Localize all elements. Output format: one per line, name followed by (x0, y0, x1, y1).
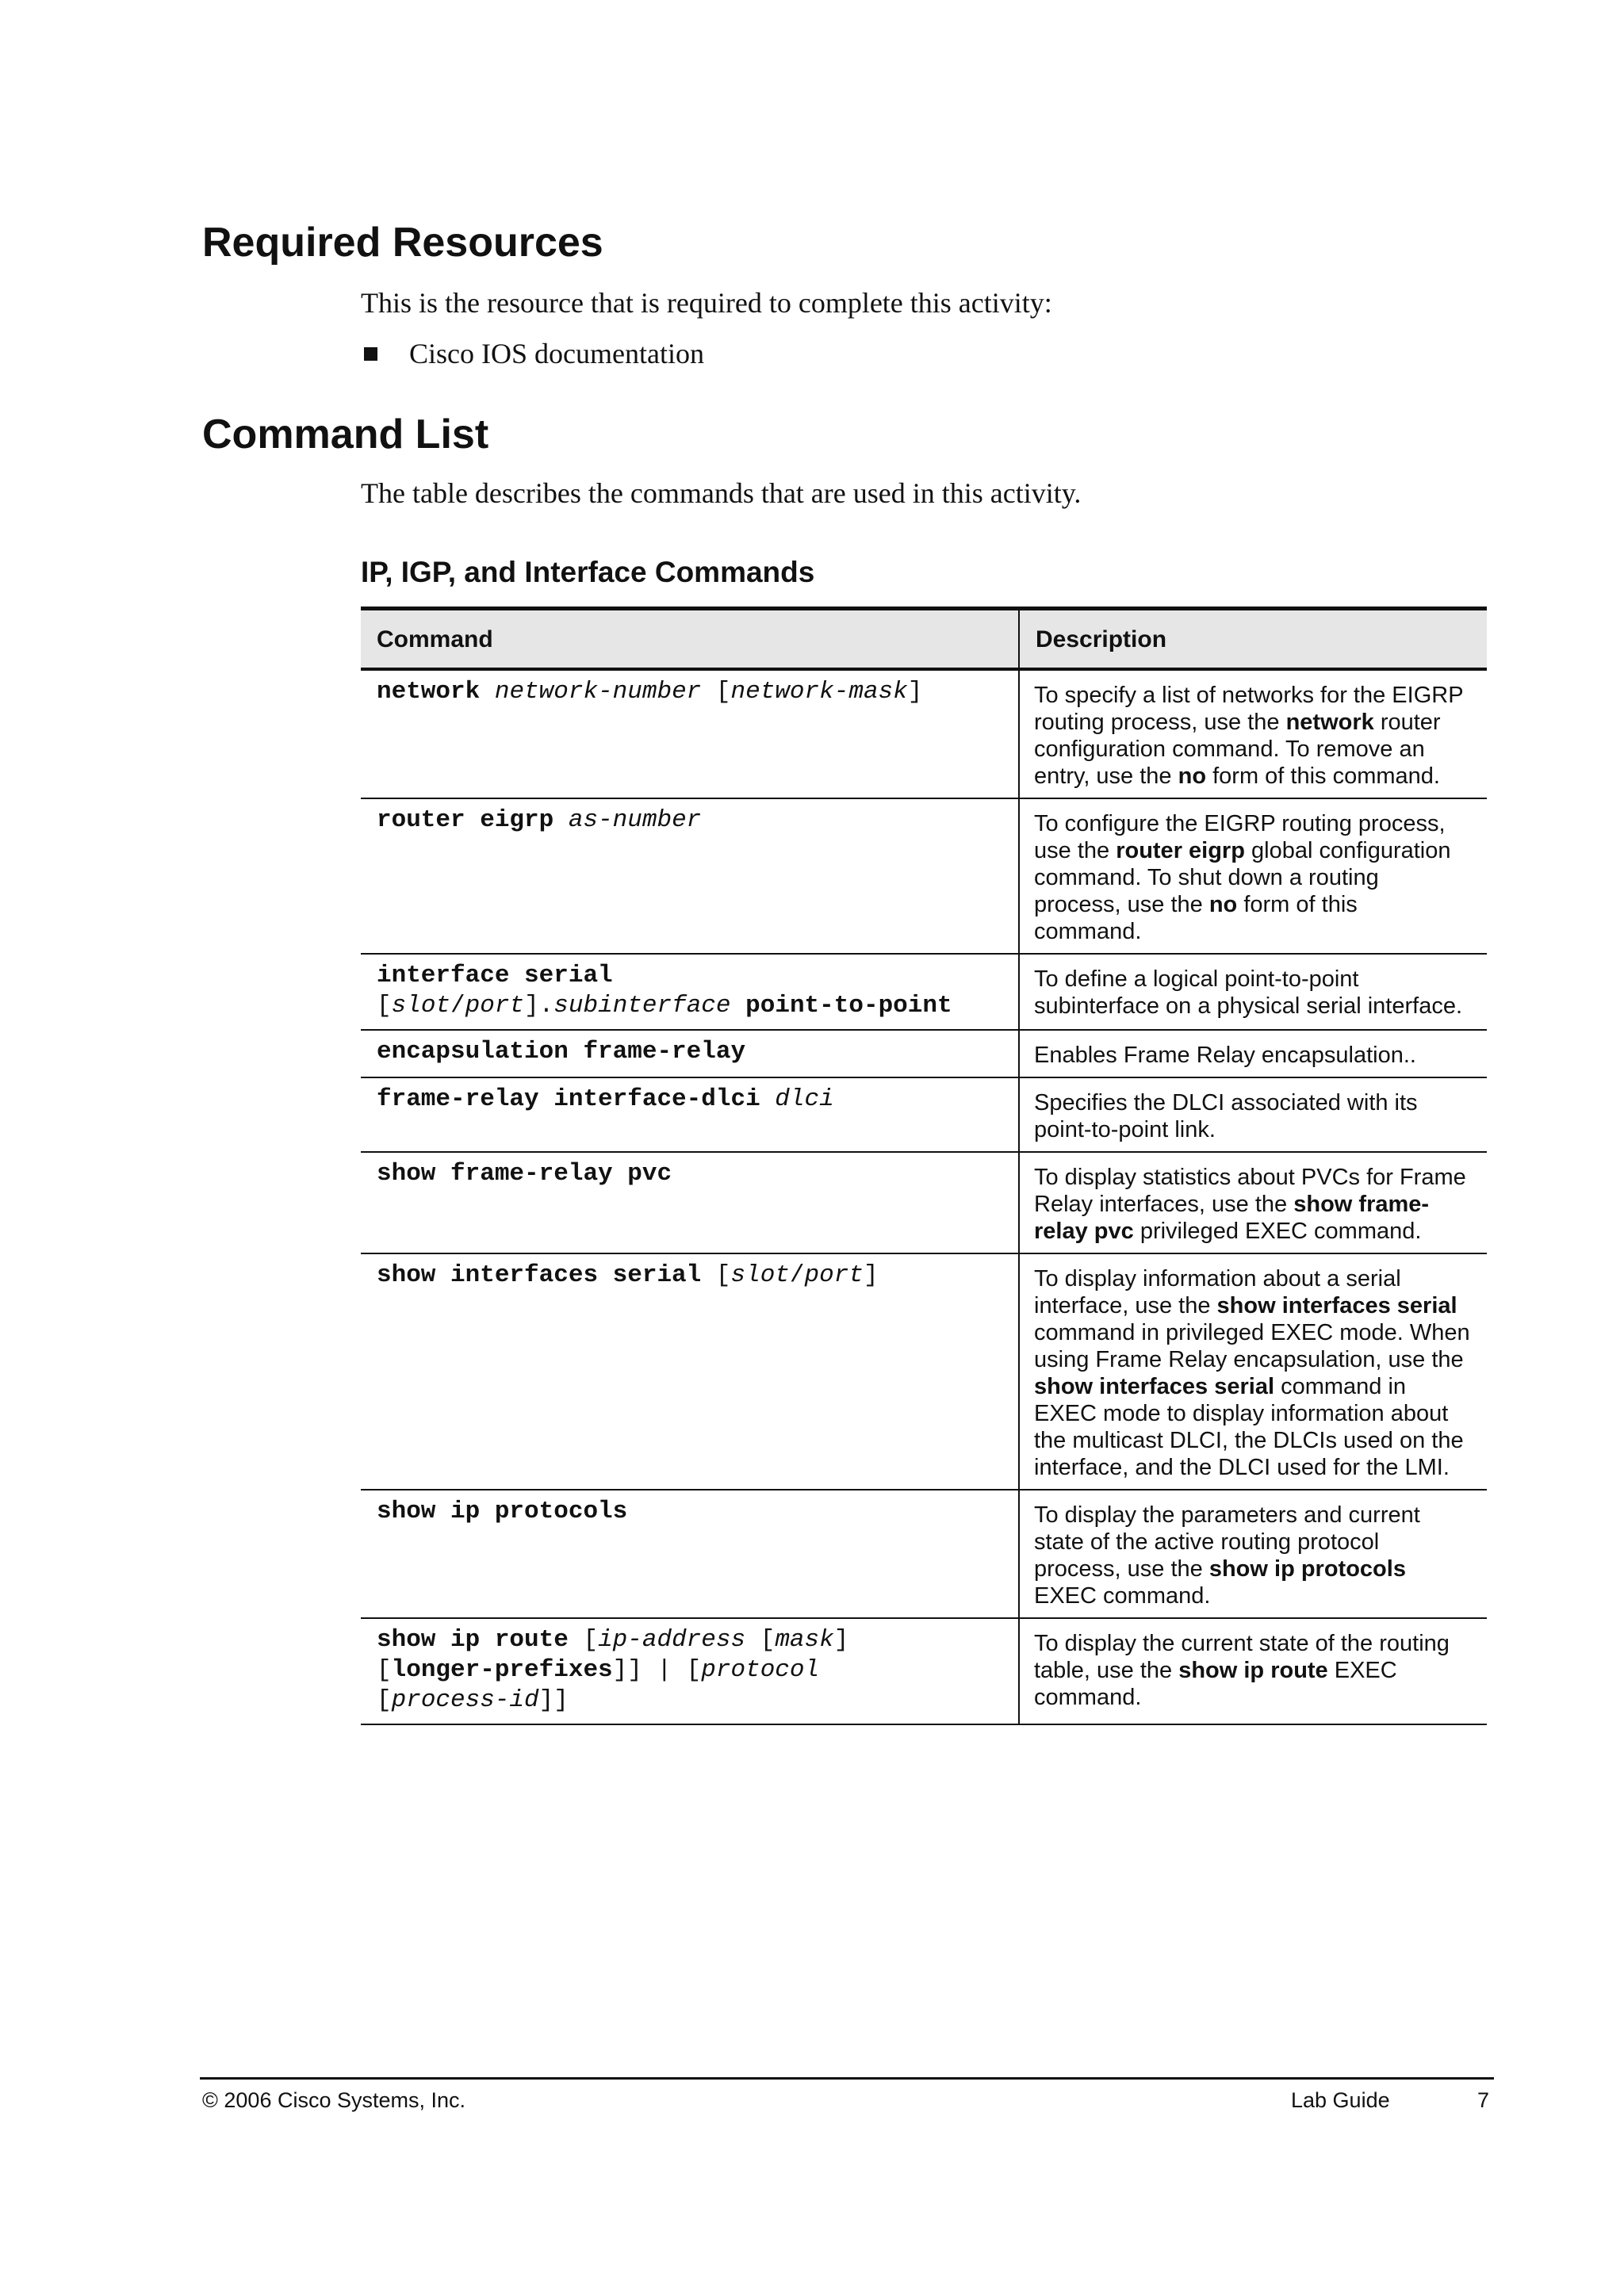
table-row (361, 669, 1487, 798)
description-keyword: no (1178, 763, 1207, 789)
description-keyword: show interfaces serial (1034, 1374, 1275, 1399)
required-resources-heading: Required Resources (202, 220, 603, 266)
command-cell (361, 669, 1019, 798)
table-row (361, 1152, 1487, 1253)
description-text: form of this command. (1034, 892, 1358, 944)
column-header-description: Description (1019, 609, 1487, 670)
command-keyword: show ip route (377, 1626, 569, 1654)
table-row (361, 954, 1487, 1030)
command-table-body (361, 669, 1487, 1724)
command-cell (361, 1490, 1019, 1618)
description-text: To specify a list of networks for the EIGRP routing process, use the (1034, 683, 1464, 735)
description-keyword: show ip protocols (1208, 1556, 1406, 1582)
command-syntax (760, 1085, 776, 1113)
command-line (377, 1497, 1002, 1527)
command-syntax: [ (377, 1656, 392, 1684)
description-cell (1019, 1077, 1487, 1152)
description-keyword: show ip route (1178, 1658, 1328, 1683)
command-syntax: [ (568, 1626, 599, 1654)
command-argument: ip-address (598, 1626, 746, 1654)
command-line (377, 1625, 1002, 1655)
command-line (377, 1085, 1002, 1115)
command-list-heading: Command List (202, 411, 489, 457)
command-cell (361, 1030, 1019, 1077)
footer-divider (200, 2077, 1494, 2080)
command-list-intro: The table describes the commands that are used in this activity. (361, 477, 1082, 509)
description-keyword: network (1285, 710, 1374, 735)
command-syntax: ] (833, 1626, 849, 1654)
command-argument: mask (775, 1626, 834, 1654)
description-cell (1019, 1030, 1487, 1077)
resource-item-label: Cisco IOS documentation (409, 338, 704, 369)
table-title: IP, IGP, and Interface Commands (361, 556, 815, 588)
description-text: router configuration command. To remove an entry, use the (1034, 710, 1441, 789)
command-syntax: ]] | [ (612, 1656, 702, 1684)
command-argument: protocol (701, 1656, 820, 1684)
command-syntax: / (450, 992, 465, 1020)
required-resources-intro: This is the resource that is required to complete this activity: (361, 287, 1052, 319)
description-keyword: show frame-relay pvc (1034, 1192, 1430, 1244)
command-argument: network-number (494, 678, 702, 706)
command-keyword: encapsulation frame-relay (377, 1038, 746, 1066)
description-text: To display information about a serial interface, use the (1034, 1266, 1401, 1318)
description-cell (1019, 669, 1487, 798)
command-cell (361, 1253, 1019, 1490)
command-keyword: point-to-point (745, 992, 952, 1020)
command-line (377, 806, 1002, 836)
command-keyword: frame-relay interface-dlci (377, 1085, 760, 1113)
description-text: global configuration command. To shut down a routing process, use the (1034, 838, 1451, 917)
command-keyword: show frame-relay pvc (377, 1160, 672, 1188)
column-header-command: Command (361, 609, 1019, 670)
command-syntax: ] (863, 1261, 879, 1289)
command-line (377, 1159, 1002, 1189)
command-cell (361, 798, 1019, 954)
description-text: privileged EXEC command. (1133, 1219, 1422, 1244)
description-cell (1019, 1253, 1487, 1490)
description-keyword: router eigrp (1116, 838, 1245, 863)
description-text: command in privileged EXEC mode. When using Frame Relay encapsulation, use the (1034, 1320, 1470, 1372)
command-table (361, 607, 1487, 1725)
command-cell (361, 1618, 1019, 1724)
square-bullet-icon (364, 347, 377, 361)
command-keyword: show ip protocols (377, 1498, 628, 1525)
table-row (361, 1618, 1487, 1724)
table-header-row (361, 609, 1487, 670)
command-argument: slot (730, 1261, 790, 1289)
command-keyword: interface serial (377, 962, 613, 989)
command-line (377, 1261, 1002, 1291)
description-text: form of this command. (1206, 763, 1440, 789)
command-syntax: ] (907, 678, 923, 706)
command-keyword: longer-prefixes (391, 1656, 613, 1684)
command-keyword: show interfaces serial (377, 1261, 702, 1289)
table-row (361, 1030, 1487, 1077)
description-text: To display statistics about PVCs for Frame Relay interfaces, use the (1034, 1165, 1466, 1217)
command-syntax: [ (701, 1261, 731, 1289)
command-keyword: router eigrp (377, 806, 554, 834)
table-row (361, 1253, 1487, 1490)
description-text: Specifies the DLCI associated with its point-to-point link. (1034, 1090, 1418, 1142)
command-syntax: / (789, 1261, 805, 1289)
description-text: EXEC command. (1034, 1583, 1211, 1609)
command-line (377, 961, 1002, 991)
description-text: To define a logical point-to-point subinterface on a physical serial interface. (1034, 966, 1463, 1019)
description-text: To display the parameters and current state of the active routing protocol process, use the (1034, 1502, 1420, 1582)
command-argument: slot (391, 992, 451, 1020)
description-text: EXEC command. (1034, 1658, 1397, 1710)
description-cell (1019, 1152, 1487, 1253)
command-line (377, 1037, 1002, 1067)
command-syntax: [ (701, 678, 731, 706)
table-row (361, 1077, 1487, 1152)
footer-guide-label: Lab Guide (1291, 2088, 1390, 2112)
description-keyword: show interfaces serial (1216, 1293, 1457, 1318)
command-line (377, 991, 1002, 1021)
resource-list-item (361, 336, 704, 371)
command-cell (361, 1152, 1019, 1253)
command-argument: network-mask (730, 678, 908, 706)
command-argument: as-number (568, 806, 702, 834)
description-text: Enables Frame Relay encapsulation.. (1034, 1043, 1416, 1068)
command-syntax: [ (377, 1686, 392, 1714)
description-text: To display the current state of the routing table, use the (1034, 1631, 1450, 1683)
description-cell (1019, 1490, 1487, 1618)
command-argument: port (465, 992, 525, 1020)
command-line (377, 1686, 1002, 1716)
command-syntax (553, 806, 569, 834)
table-row (361, 1490, 1487, 1618)
command-argument: dlci (775, 1085, 834, 1113)
command-syntax: ]. (524, 992, 554, 1020)
command-cell (361, 954, 1019, 1030)
command-line (377, 677, 1002, 707)
command-line (377, 1655, 1002, 1686)
command-argument: process-id (391, 1686, 539, 1714)
description-cell (1019, 798, 1487, 954)
description-keyword: no (1208, 892, 1238, 917)
command-syntax (731, 992, 746, 1020)
command-argument: port (804, 1261, 864, 1289)
footer-page-number: 7 (1477, 2088, 1490, 2112)
table-row (361, 798, 1487, 954)
command-syntax: [ (745, 1626, 776, 1654)
description-text: To configure the EIGRP routing process, use the (1034, 811, 1446, 863)
description-text: command in EXEC mode to display information about the multicast DLCI, the DLCIs used on the interface, and the DLCI used for the LMI. (1034, 1374, 1464, 1480)
command-syntax: [ (377, 992, 392, 1020)
command-keyword: network (377, 678, 481, 706)
command-syntax: ]] (538, 1686, 569, 1714)
description-cell (1019, 1618, 1487, 1724)
description-cell (1019, 954, 1487, 1030)
command-syntax (480, 678, 495, 706)
command-argument: subinterface (553, 992, 731, 1020)
command-cell (361, 1077, 1019, 1152)
footer-copyright: © 2006 Cisco Systems, Inc. (202, 2088, 466, 2112)
